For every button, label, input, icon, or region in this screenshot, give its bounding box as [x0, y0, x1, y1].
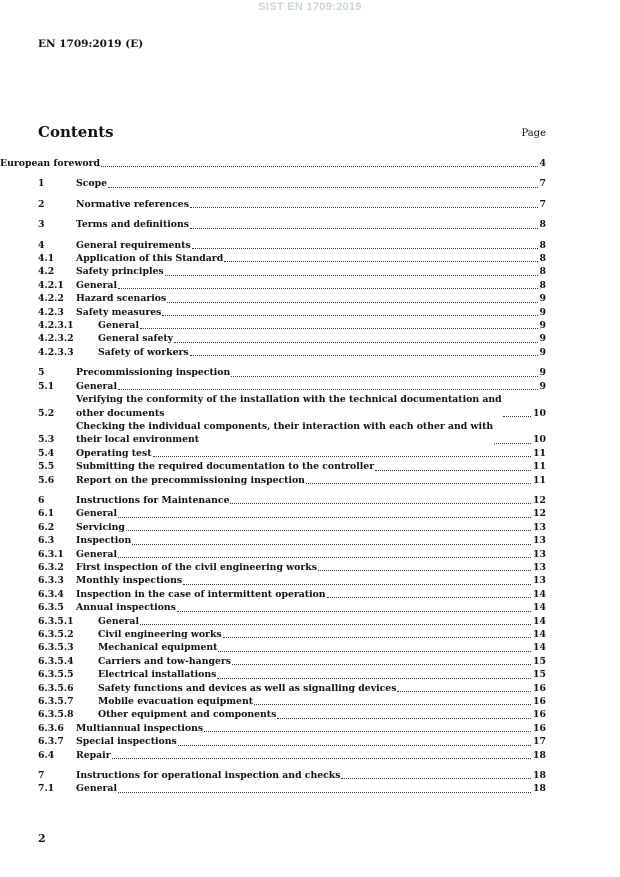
toc-entry-number: 6.3.7 [38, 736, 64, 748]
toc-entry-title: Safety principles [76, 266, 164, 278]
toc-entry[interactable] [38, 769, 546, 782]
toc-entry[interactable] [38, 682, 546, 695]
dot-leader [118, 517, 531, 518]
toc-entry-page: 16 [533, 682, 546, 694]
toc-entry-page: 14 [533, 629, 546, 640]
toc-entry-title: Multiannual inspections [76, 722, 204, 734]
toc-entry-number: 6.3.5.2 [38, 629, 74, 640]
toc-entry-number: 4.1 [38, 253, 55, 265]
toc-entry[interactable] [38, 782, 546, 795]
dot-leader [397, 691, 531, 692]
dot-leader [174, 342, 537, 343]
toc-entry[interactable] [38, 306, 546, 319]
toc-entry-number: 1 [38, 178, 45, 190]
dot-leader [178, 745, 531, 746]
toc-entry-number: 5.3 [38, 434, 55, 446]
toc-entry-number: 6.3.4 [38, 588, 64, 600]
toc-entry-page: 16 [533, 709, 546, 721]
toc-entry[interactable] [38, 574, 546, 587]
toc-entry[interactable] [38, 346, 546, 359]
toc-entry-title: Servicing [76, 521, 125, 533]
toc-entry[interactable] [38, 279, 546, 292]
dot-leader [118, 288, 538, 289]
dot-leader [218, 651, 531, 652]
dot-leader [375, 470, 531, 471]
toc-entry-page: 14 [533, 615, 546, 627]
dot-leader [153, 456, 532, 457]
toc-entry-number: 4.2.2 [38, 293, 64, 305]
dot-leader [223, 637, 531, 638]
toc-entry-number: 6.3.5.1 [38, 615, 74, 627]
toc-entry-page: 9 [539, 380, 546, 392]
toc-entry-page: 16 [533, 696, 546, 708]
toc-entry[interactable] [38, 393, 546, 420]
toc-entry-title: Application of this Standard [76, 253, 224, 265]
toc-entry-number: 6.3.5 [38, 602, 64, 614]
dot-leader [190, 207, 538, 208]
toc-entry-number: 6.3.5.8 [38, 709, 74, 721]
toc-entry-title: Safety measures [76, 306, 162, 318]
toc-entry-number: 6.3.5.4 [38, 655, 74, 667]
toc-entry-page: 11 [533, 474, 546, 486]
toc-entry-title: Safety functions and devices as well as signalling devices [98, 682, 397, 694]
toc-entry[interactable] [38, 494, 546, 507]
toc-entry-page: 11 [533, 461, 546, 473]
toc-entry-title: Mechanical equipment [98, 642, 218, 654]
toc-entry-page: 13 [533, 575, 546, 587]
dot-leader [140, 624, 531, 625]
toc-entry-number: 5.2 [38, 407, 55, 419]
toc-entry-title: Scope [76, 178, 107, 190]
toc-entry-number: 6 [38, 494, 45, 506]
toc-entry[interactable] [38, 601, 546, 614]
toc-entry[interactable] [38, 332, 546, 345]
dot-leader [140, 328, 538, 329]
toc-entry-title: General [76, 783, 117, 795]
toc-entry-page: 14 [533, 602, 546, 614]
dot-leader [327, 597, 531, 598]
toc-entry-title: Terms and definitions [76, 219, 189, 231]
toc-entry-page: 8 [539, 239, 546, 251]
toc-entry[interactable] [38, 252, 546, 265]
toc-entry-title: General safety [98, 333, 174, 345]
toc-entry-page: 9 [539, 367, 546, 379]
dot-leader [112, 758, 531, 759]
toc-entry-title: Instructions for Maintenance [76, 494, 230, 506]
toc-entry-number: 6.3.5.6 [38, 682, 74, 694]
toc-entry-page: 13 [533, 521, 546, 533]
toc-entry-number: 6.3.6 [38, 722, 64, 734]
toc-entry-number: 4.2.1 [38, 279, 64, 291]
toc-entry[interactable] [38, 548, 546, 561]
dot-leader [118, 389, 538, 390]
toc-entry-title: Annual inspections [76, 602, 176, 614]
toc-entry-page: 7 [539, 198, 546, 210]
dot-leader [192, 248, 538, 249]
toc-entry-title: Special inspections [76, 736, 177, 748]
toc-entry-title: General [98, 320, 139, 332]
toc-entry[interactable] [38, 641, 546, 654]
toc-entry-title: Mobile evacuation equipment [98, 696, 254, 708]
toc-entry-page: 18 [533, 770, 546, 782]
toc-entry[interactable] [38, 292, 546, 305]
toc-entry[interactable] [38, 420, 546, 447]
dot-leader [254, 704, 531, 705]
toc-entry-number: 4 [38, 239, 45, 251]
dot-leader [217, 678, 531, 679]
toc-entry-number: 5.4 [38, 447, 55, 459]
dot-leader [126, 530, 531, 531]
toc-entry-page: 15 [533, 655, 546, 667]
toc-entry-page: 12 [533, 494, 546, 506]
toc-entry-title: Carriers and tow-hangers [98, 655, 232, 667]
toc-entry-number: 6.1 [38, 508, 55, 520]
toc-entry-title: General [76, 508, 117, 520]
toc-entry-page: 8 [539, 253, 546, 265]
toc-entry[interactable] [38, 722, 546, 735]
toc-entry-title: Checking the individual components, their interaction with each other and with their local environment [76, 420, 494, 446]
dot-leader [277, 718, 531, 719]
dot-leader [165, 275, 538, 276]
toc-entry-title: Safety of workers [98, 346, 189, 358]
watermark: SIST EN 1709:2019 [258, 1, 362, 13]
toc-entry-number: 6.2 [38, 521, 55, 533]
toc-entry-number: 7.1 [38, 783, 55, 795]
dot-leader [101, 166, 538, 167]
toc-entry-page: 9 [539, 306, 546, 318]
toc-entry-title: General requirements [76, 239, 191, 251]
toc-entry[interactable] [38, 615, 546, 628]
toc-entry[interactable] [38, 198, 546, 211]
toc-entry-page: 13 [533, 548, 546, 560]
toc-entry[interactable] [38, 177, 546, 190]
toc-entry[interactable] [38, 507, 546, 520]
toc-entry-page: 13 [533, 535, 546, 547]
dot-leader [224, 261, 537, 262]
toc-entry[interactable] [38, 749, 546, 762]
toc-entry-title: Repair [76, 749, 111, 761]
toc-entry[interactable] [38, 534, 546, 547]
toc-entry-number: 3 [38, 219, 45, 231]
toc-entry-page: 8 [539, 219, 546, 231]
dot-leader [231, 376, 537, 377]
toc-entry-number: 6.3.1 [38, 548, 64, 560]
toc-entry-title: Normative references [76, 198, 189, 210]
toc-entry[interactable] [38, 735, 546, 748]
dot-leader [118, 557, 531, 558]
toc-entry[interactable] [38, 319, 546, 332]
toc-entry-page: 15 [533, 669, 546, 681]
toc-entry-page: 4 [539, 158, 546, 169]
page-column-label: Page [521, 128, 546, 139]
dot-leader [318, 570, 531, 571]
toc-entry-number: 6.3.3 [38, 575, 64, 587]
dot-leader [177, 611, 531, 612]
toc-entry-page: 8 [539, 266, 546, 278]
toc-entry-page: 17 [533, 736, 546, 748]
toc-entry-number: 6.3 [38, 535, 55, 547]
toc-entry-page: 9 [539, 346, 546, 358]
page-number: 2 [38, 832, 46, 845]
toc-entry-number: 7 [38, 770, 45, 782]
toc-entry[interactable] [38, 218, 546, 231]
toc-entry-page: 13 [533, 561, 546, 573]
toc-entry-page: 9 [539, 293, 546, 305]
toc-entry-page: 10 [533, 434, 546, 446]
toc-entry-title: Operating test [76, 447, 152, 459]
toc-entry-page: 8 [539, 279, 546, 291]
contents-title: Contents [38, 123, 114, 141]
toc-entry-title: Verifying the conformity of the installation with the technical documentation and other documents [76, 394, 502, 419]
toc-entry-title: General [98, 615, 139, 627]
toc-entry-page: 14 [533, 642, 546, 654]
toc-entry-number: 6.4 [38, 749, 55, 761]
dot-leader [183, 584, 531, 585]
dot-leader [306, 483, 531, 484]
dot-leader [190, 355, 538, 356]
toc-entry-number: 4.2.3.2 [38, 333, 74, 345]
toc-entry-number: 4.2.3.3 [38, 346, 74, 358]
toc-entry-title: Precommissioning inspection [76, 367, 231, 379]
toc-entry[interactable] [38, 668, 546, 681]
toc-entry-title: First inspection of the civil engineering works [76, 561, 317, 573]
toc-entry[interactable] [0, 157, 546, 170]
document-id-header: EN 1709:2019 (E) [38, 38, 144, 50]
toc-entry-title: Civil engineering works [98, 629, 222, 640]
dot-leader [190, 228, 538, 229]
toc-entry[interactable] [38, 695, 546, 708]
toc-entry-number: 4.2.3 [38, 306, 64, 318]
toc-entry[interactable] [38, 561, 546, 574]
dot-leader [341, 778, 531, 779]
toc-entry-title: General [76, 279, 117, 291]
toc-entry-number: 6.3.5.3 [38, 642, 74, 654]
toc-entry[interactable] [38, 460, 546, 473]
toc-entry-number: 5.1 [38, 380, 55, 392]
toc-entry[interactable] [38, 655, 546, 668]
toc-entry[interactable] [38, 366, 546, 379]
toc-entry-page: 9 [539, 320, 546, 332]
dot-leader [230, 503, 531, 504]
toc-entry[interactable] [38, 474, 546, 487]
toc-entry[interactable] [38, 708, 546, 721]
table-of-contents [0, 157, 546, 796]
toc-entry-title: Other equipment and components [98, 709, 277, 721]
toc-entry-page: 12 [533, 508, 546, 520]
toc-entry-page: 16 [533, 722, 546, 734]
toc-entry-page: 14 [533, 588, 546, 600]
toc-entry-number: 5 [38, 367, 45, 379]
dot-leader [494, 443, 531, 444]
dot-leader [108, 187, 538, 188]
toc-entry-number: 4.2.3.1 [38, 320, 74, 332]
toc-entry[interactable] [38, 628, 546, 641]
toc-entry-page: 18 [533, 749, 546, 761]
toc-entry-title: Instructions for operational inspection and checks [76, 770, 341, 782]
toc-entry-title: General [76, 548, 117, 560]
toc-entry-title: Monthly inspections [76, 575, 183, 587]
toc-entry-page: 11 [533, 447, 546, 459]
dot-leader [162, 315, 537, 316]
toc-entry-title: Inspection [76, 535, 132, 547]
toc-entry-page: 7 [539, 178, 546, 190]
toc-entry-number: 2 [38, 198, 45, 210]
toc-entry-title: European foreword [0, 158, 100, 169]
dot-leader [132, 544, 531, 545]
dot-leader [118, 792, 531, 793]
toc-entry-number: 6.3.5.5 [38, 669, 74, 681]
toc-entry[interactable] [38, 588, 546, 601]
toc-entry[interactable] [38, 380, 546, 393]
toc-entry-title: Report on the precommissioning inspection [76, 474, 305, 486]
toc-entry-number: 6.3.2 [38, 561, 64, 573]
toc-entry-title: Hazard scenarios [76, 293, 167, 305]
toc-entry[interactable] [38, 239, 546, 252]
toc-entry-page: 10 [533, 407, 546, 419]
toc-entry-title: General [76, 380, 117, 392]
toc-entry-number: 6.3.5.7 [38, 696, 74, 708]
toc-entry[interactable] [38, 447, 546, 460]
toc-entry-title: Submitting the required documentation to the controller [76, 461, 375, 473]
toc-entry-page: 18 [533, 783, 546, 795]
toc-entry-page: 9 [539, 333, 546, 345]
toc-entry[interactable] [38, 521, 546, 534]
toc-entry-number: 5.6 [38, 474, 55, 486]
toc-entry-number: 5.5 [38, 461, 55, 473]
toc-entry[interactable] [38, 265, 546, 278]
dot-leader [167, 302, 537, 303]
dot-leader [232, 664, 531, 665]
toc-entry-title: Electrical installations [98, 669, 217, 681]
dot-leader [503, 416, 531, 417]
dot-leader [204, 731, 531, 732]
toc-entry-title: Inspection in the case of intermittent operation [76, 588, 326, 600]
toc-entry-number: 4.2 [38, 266, 55, 278]
